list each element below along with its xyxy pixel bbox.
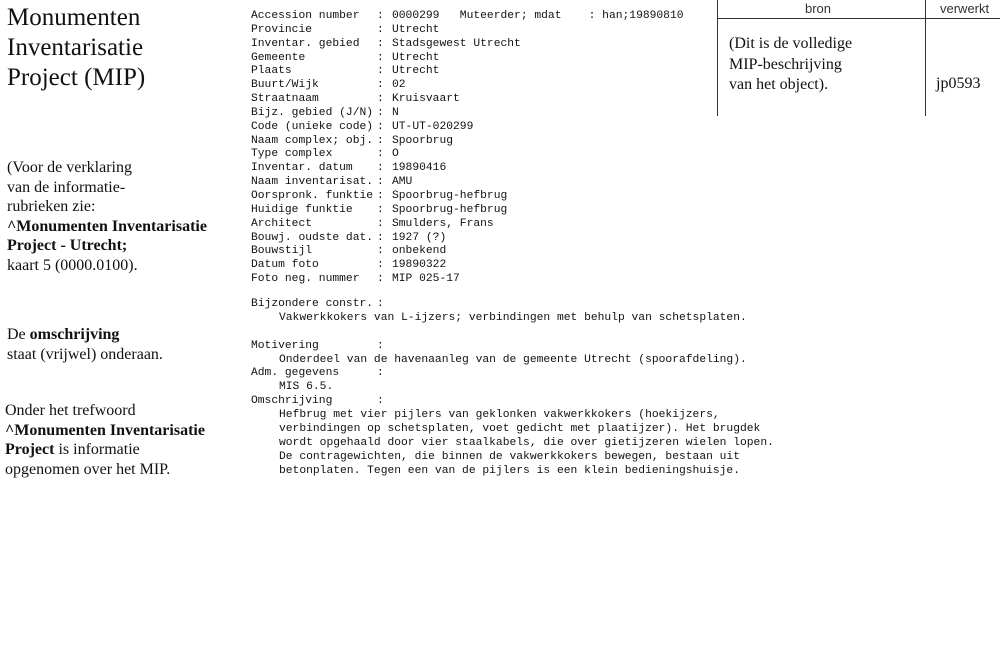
note-text: De	[7, 326, 30, 343]
field-colon: :	[377, 203, 384, 216]
note-line: kaart 5 (0000.0100).	[7, 256, 138, 274]
field-colon: :	[377, 93, 384, 106]
field-label: Straatnaam	[251, 93, 319, 106]
section-text-line: De contragewichten, die binnen de vakwerkkokers bewegen, bestaan uit	[279, 450, 740, 463]
field-value: O	[392, 148, 399, 161]
section-colon: :	[377, 395, 384, 408]
title-line: Project (MIP)	[7, 64, 146, 91]
section-text-line: Onderdeel van de havenaanleg van de gemeente Utrecht (spoorafdeling).	[279, 353, 747, 366]
field-colon: :	[377, 162, 384, 175]
keyword-note	[5, 401, 240, 479]
title-line: Inventarisatie	[7, 34, 144, 61]
field-label: Code (unieke code)	[251, 120, 374, 133]
field-value: Kruisvaart	[392, 93, 460, 106]
field-colon: :	[377, 259, 384, 272]
field-value: Spoorbrug-hefbrug	[392, 203, 508, 216]
section-text-line: betonplaten. Tegen een van de pijlers is een klein bedieningshuisje.	[279, 464, 740, 477]
field-value: 19890416	[392, 162, 447, 175]
record-field	[251, 259, 684, 273]
section-header	[251, 340, 774, 354]
field-label: Oorspronk. funktie	[251, 189, 374, 202]
legend-reference-note	[7, 158, 242, 275]
verwerkt-value: jp0593	[936, 75, 981, 92]
record-field	[251, 38, 684, 52]
record-field	[251, 245, 684, 259]
section-colon: :	[377, 298, 384, 310]
field-colon: :	[377, 120, 384, 133]
keyword-link[interactable]: ^Monumenten Inventarisatie	[5, 421, 205, 439]
note-line: opgenomen over het MIP.	[5, 460, 171, 478]
record-field	[251, 135, 684, 149]
section-label: Motivering	[251, 339, 319, 352]
field-value: UT-UT-020299	[392, 120, 474, 133]
field-colon: :	[377, 51, 384, 64]
field-value: 02	[392, 79, 406, 92]
note-emphasis: omschrijving	[29, 326, 120, 343]
record-field	[251, 93, 684, 107]
header-bron: bron	[805, 1, 832, 16]
field-value: Utrecht	[392, 51, 440, 64]
field-colon: :	[377, 65, 384, 78]
field-label: Inventar. datum	[251, 162, 353, 175]
field-colon: :	[377, 134, 384, 147]
field-label: Architect	[251, 217, 313, 230]
field-label: Bouwstijl	[251, 245, 313, 258]
note-line	[5, 440, 240, 460]
description-location-note	[7, 325, 242, 364]
title-line: Monumenten	[7, 4, 141, 31]
section-colon: :	[377, 339, 384, 352]
table-divider	[717, 18, 1000, 19]
field-colon: :	[377, 231, 384, 244]
section-text-line: Hefbrug met vier pijlers van geklonken vakwerkkokers (hoekijzers,	[279, 409, 720, 422]
field-value: 1927 (?)	[392, 231, 447, 244]
field-colon: :	[377, 245, 384, 258]
field-colon: :	[377, 10, 384, 22]
record-field	[251, 204, 684, 218]
field-label: Inventar. gebied	[251, 37, 360, 50]
record-field	[251, 121, 684, 135]
note-line: (Voor de verklaring	[7, 159, 132, 176]
field-value: Utrecht	[392, 23, 440, 36]
section-text-line: Vakwerkkokers van L-ijzers; verbindingen met behulp van schetsplaten.	[279, 311, 747, 324]
field-colon: :	[377, 37, 384, 50]
note-line: rubrieken zie:	[7, 198, 96, 215]
record-field	[251, 65, 684, 79]
section-label: Omschrijving	[251, 395, 333, 408]
section-label: Bijzondere constr.	[251, 298, 374, 310]
reference-link[interactable]: Project - Utrecht;	[7, 237, 128, 254]
field-label: Type complex	[251, 148, 333, 161]
field-colon: :	[377, 176, 384, 189]
field-value: Smulders, Frans	[392, 217, 494, 230]
field-value: onbekend	[392, 245, 447, 258]
field-value: AMU	[392, 176, 413, 189]
section-header	[251, 298, 774, 312]
note-line	[7, 325, 242, 345]
note-line: Onder het trefwoord	[5, 402, 136, 419]
note-link-line[interactable]	[5, 421, 240, 441]
field-colon: :	[377, 23, 384, 36]
section-text-line: MIS 6.5.	[279, 381, 334, 394]
section-gap	[251, 326, 774, 340]
record-field	[251, 218, 684, 232]
field-colon: :	[377, 273, 384, 286]
field-extra: Muteerder; mdat : han;19890810	[439, 10, 684, 22]
record-field	[251, 107, 684, 121]
field-label: Huidige funktie	[251, 203, 353, 216]
field-colon: :	[377, 106, 384, 119]
field-label: Naam complex; obj.	[251, 134, 374, 147]
field-value: Spoorbrug-hefbrug	[392, 189, 508, 202]
record-field	[251, 79, 684, 93]
section-colon: :	[377, 367, 384, 380]
record-field	[251, 24, 684, 38]
field-label: Naam inventarisat.	[251, 176, 374, 189]
record-field	[251, 10, 684, 24]
mip-record-sections	[251, 298, 774, 479]
note-link-line[interactable]	[7, 236, 242, 256]
field-label: Foto neg. nummer	[251, 273, 360, 286]
field-colon: :	[377, 189, 384, 202]
field-label: Accession number	[251, 10, 360, 22]
field-value: 19890322	[392, 259, 447, 272]
source-description	[729, 34, 899, 96]
section-text-line: verbindingen op schetsplaten, voet gedicht met plaatijzer). Het brugdek	[279, 423, 761, 436]
field-colon: :	[377, 148, 384, 161]
section-header	[251, 395, 774, 409]
field-colon: :	[377, 79, 384, 92]
record-field	[251, 176, 684, 190]
source-line: (Dit is de volledige	[729, 35, 853, 52]
record-field	[251, 52, 684, 66]
field-value: Utrecht	[392, 65, 440, 78]
section-header	[251, 367, 774, 381]
mip-record	[251, 10, 684, 287]
field-value: MIP 025-17	[392, 273, 460, 286]
keyword-link[interactable]: Project	[5, 441, 55, 458]
field-value: Spoorbrug	[392, 134, 454, 147]
field-label: Provincie	[251, 23, 313, 36]
note-line: van de informatie-	[7, 178, 126, 196]
record-field	[251, 190, 684, 204]
record-field	[251, 148, 684, 162]
field-label: Gemeente	[251, 51, 306, 64]
record-field	[251, 232, 684, 246]
section-text-line: wordt opgehaald door vier staalkabels, die over gietijzeren wielen lopen.	[279, 436, 774, 449]
field-value: 0000299	[392, 10, 440, 22]
section-label: Adm. gegevens	[251, 367, 340, 380]
field-label: Datum foto	[251, 259, 319, 272]
field-value: N	[392, 106, 399, 119]
document-title	[7, 3, 237, 93]
field-label: Buurt/Wijk	[251, 79, 319, 92]
record-field	[251, 273, 684, 287]
header-verwerkt: verwerkt	[940, 1, 990, 16]
record-field	[251, 162, 684, 176]
reference-link[interactable]: ^Monumenten Inventarisatie	[7, 217, 207, 235]
field-colon: :	[377, 217, 384, 230]
field-label: Plaats	[251, 65, 292, 78]
field-label: Bouwj. oudste dat.	[251, 231, 374, 244]
field-value: Stadsgewest Utrecht	[392, 37, 521, 50]
source-line: MIP-beschrijving	[729, 55, 842, 73]
note-link-line[interactable]	[7, 217, 242, 237]
note-text: is informatie	[54, 441, 140, 458]
source-table	[717, 0, 1000, 116]
source-line: van het object).	[729, 76, 829, 93]
note-line: staat (vrijwel) onderaan.	[7, 345, 163, 363]
field-label: Bijz. gebied (J/N)	[251, 106, 374, 119]
